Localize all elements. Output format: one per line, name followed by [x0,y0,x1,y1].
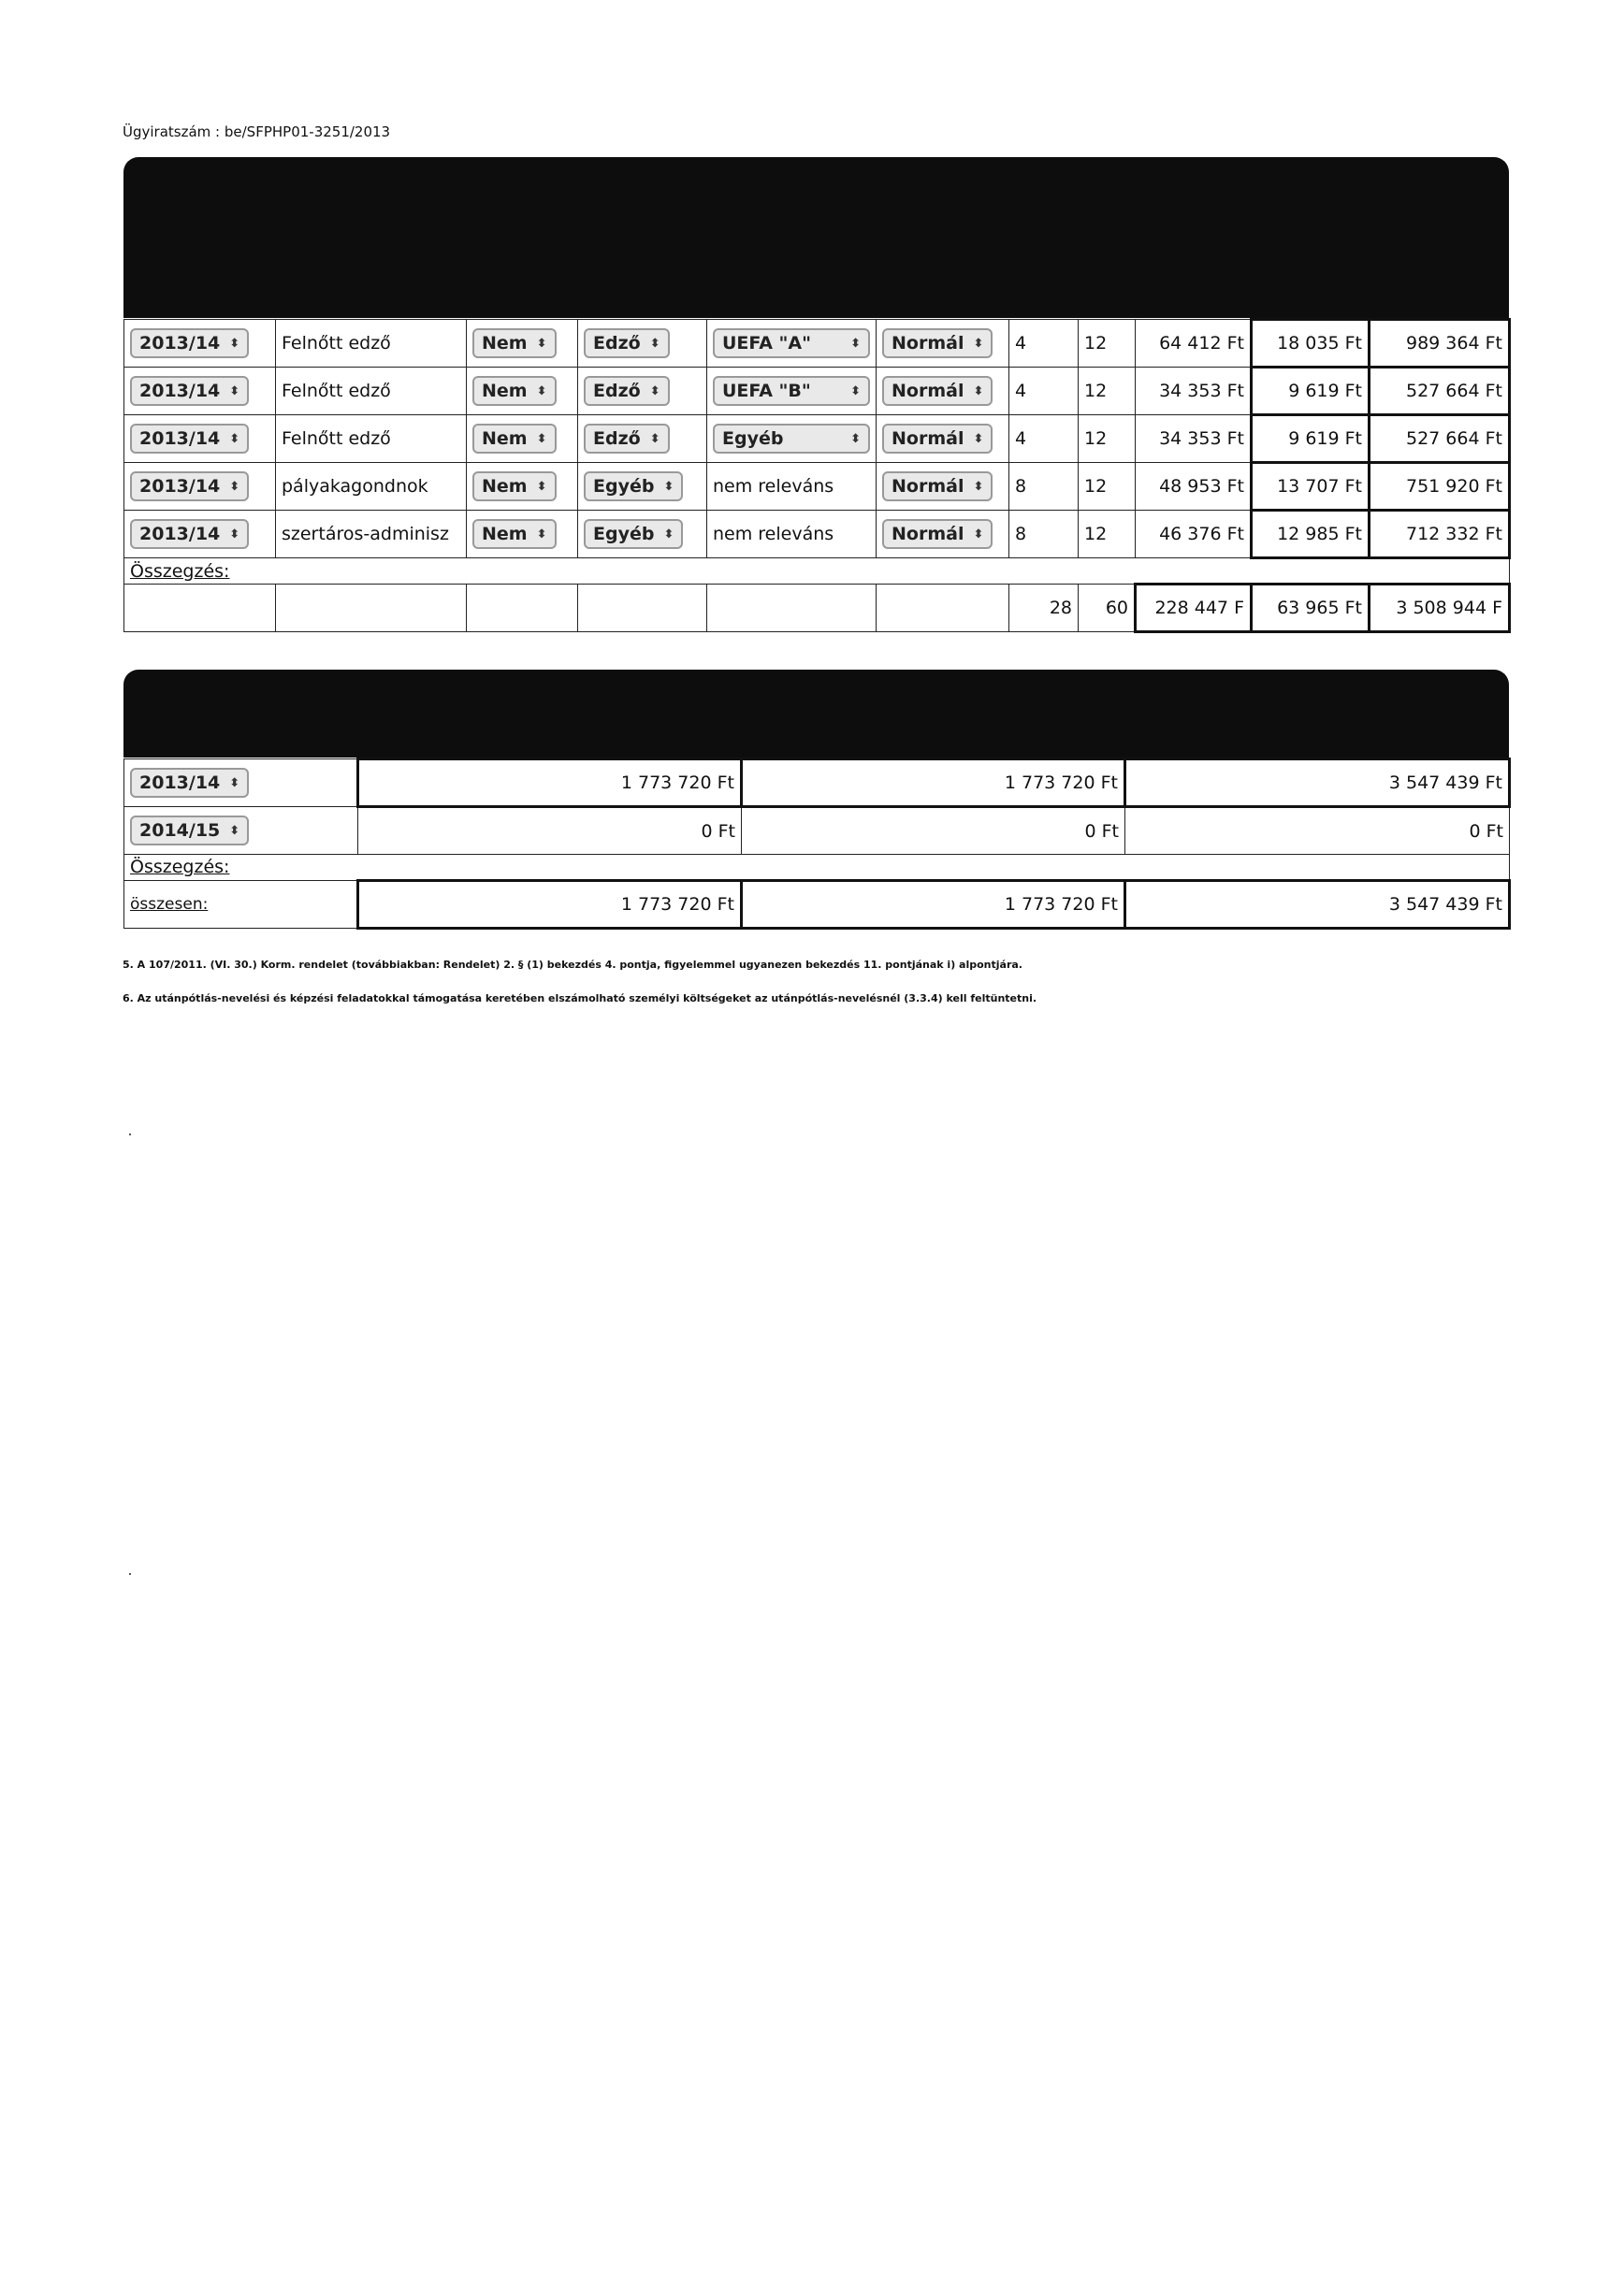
up-down-arrows-icon: ⬍ [663,527,674,542]
type-cell [877,415,1009,463]
season-select-value: 2013/14 [139,428,221,449]
category-select-value: Egyéb [593,476,655,497]
redacted-header [123,157,1509,318]
up-down-arrows-icon: ⬍ [973,431,984,446]
footnote-5: 5. A 107/2011. (VI. 30.) Korm. rendelet (továbbiakban: Rendelet) 2. § (1) bekezdés 4. pontja, figyelemmel ugyanezen bekezdés 11. pontjának i) alpontjára. [123,959,1022,971]
qualification-cell: nem releváns [707,463,877,511]
up-down-arrows-icon: ⬍ [850,383,861,398]
summary-row [124,585,1510,632]
season-cell [124,320,276,368]
type-cell [877,368,1009,415]
scan-speck [129,1134,131,1135]
type-select[interactable] [882,328,993,358]
up-down-arrows-icon: ⬍ [229,527,240,542]
role-cell: szertáros-adminisz [276,511,467,558]
months-cell: 12 [1079,320,1136,368]
col1-cell: 0 Ft [358,807,742,855]
category-cell [578,463,707,511]
flag-cell [467,320,578,368]
up-down-arrows-icon: ⬍ [536,336,547,351]
col3-cell: 0 Ft [1125,807,1510,855]
flag-cell [467,463,578,511]
season-select[interactable] [130,424,249,454]
season-select-value: 2014/15 [139,820,221,841]
season-cell [124,807,358,855]
summary-total: 3 508 944 F [1370,585,1510,632]
type-select[interactable] [882,424,993,454]
flag-select-value: Nem [482,333,528,354]
up-down-arrows-icon: ⬍ [229,775,240,790]
gross-cell: 48 953 Ft [1136,463,1252,511]
season-select[interactable] [130,471,249,501]
up-down-arrows-icon: ⬍ [973,336,984,351]
flag-select[interactable] [472,424,557,454]
gross-cell: 64 412 Ft [1136,320,1252,368]
contrib-cell: 9 619 Ft [1252,368,1370,415]
type-select-value: Normál [892,428,964,449]
season-select[interactable] [130,376,249,406]
season-totals-table [123,758,1511,930]
table-row [124,320,1510,368]
category-select[interactable] [584,376,670,406]
category-cell [578,368,707,415]
col1-cell: 1 773 720 Ft [358,759,742,807]
scan-speck [129,1573,131,1575]
up-down-arrows-icon: ⬍ [649,431,660,446]
total-row [124,881,1510,929]
hours-cell: 4 [1009,415,1079,463]
months-cell: 12 [1079,511,1136,558]
season-select-value: 2013/14 [139,524,221,544]
flag-cell [467,368,578,415]
summary-gross: 228 447 F [1136,585,1252,632]
qualification-select-value: UEFA "A" [722,333,812,354]
season-select[interactable] [130,519,249,549]
up-down-arrows-icon: ⬍ [229,823,240,838]
category-select-value: Egyéb [593,524,655,544]
category-select-value: Edző [593,333,641,354]
qualification-cell [707,415,877,463]
contrib-cell: 18 035 Ft [1252,320,1370,368]
up-down-arrows-icon: ⬍ [536,527,547,542]
summary-contrib: 63 965 Ft [1252,585,1370,632]
col2-cell: 1 773 720 Ft [742,759,1125,807]
season-select[interactable] [130,768,249,798]
season-select[interactable] [130,816,249,845]
type-cell [877,511,1009,558]
category-select[interactable] [584,424,670,454]
hours-cell: 8 [1009,463,1079,511]
case-number: Ügyiratszám : be/SFPHP01-3251/2013 [123,123,391,140]
total-col1: 1 773 720 Ft [358,881,742,929]
role-cell: Felnőtt edző [276,368,467,415]
summary-months: 60 [1079,585,1136,632]
hours-cell: 4 [1009,368,1079,415]
season-cell [124,415,276,463]
flag-select[interactable] [472,376,557,406]
qualification-select-value: Egyéb [722,428,784,449]
flag-select-value: Nem [482,476,528,497]
months-cell: 12 [1079,368,1136,415]
up-down-arrows-icon: ⬍ [973,479,984,494]
category-select[interactable] [584,519,683,549]
gross-cell: 46 376 Ft [1136,511,1252,558]
category-select[interactable] [584,328,670,358]
up-down-arrows-icon: ⬍ [649,383,660,398]
contrib-cell: 9 619 Ft [1252,415,1370,463]
gross-cell: 34 353 Ft [1136,368,1252,415]
season-select-value: 2013/14 [139,476,221,497]
type-select[interactable] [882,471,993,501]
qualification-select[interactable] [713,376,870,406]
up-down-arrows-icon: ⬍ [850,336,861,351]
total-col3: 3 547 439 Ft [1125,881,1510,929]
redacted-header [123,670,1509,758]
flag-select-value: Nem [482,524,528,544]
type-cell [877,320,1009,368]
qualification-cell [707,368,877,415]
contrib-cell: 13 707 Ft [1252,463,1370,511]
gross-cell: 34 353 Ft [1136,415,1252,463]
up-down-arrows-icon: ⬍ [229,336,240,351]
up-down-arrows-icon: ⬍ [536,479,547,494]
category-cell [578,320,707,368]
role-cell: Felnőtt edző [276,320,467,368]
role-cell: Felnőtt edző [276,415,467,463]
flag-select-value: Nem [482,381,528,401]
type-select-value: Normál [892,333,964,354]
qualification-cell [707,320,877,368]
season-cell [124,463,276,511]
staff-costs-panel [123,157,1509,655]
table-row [124,759,1510,807]
table-row [124,511,1510,558]
season-cell [124,759,358,807]
season-cell [124,368,276,415]
type-select-value: Normál [892,381,964,401]
season-select-value: 2013/14 [139,381,221,401]
table-row [124,463,1510,511]
role-cell: pályakagondnok [276,463,467,511]
hours-cell: 4 [1009,320,1079,368]
table-row [124,807,1510,855]
contrib-cell: 12 985 Ft [1252,511,1370,558]
table-row [124,368,1510,415]
season-select-value: 2013/14 [139,333,221,354]
total-cell: 712 332 Ft [1370,511,1510,558]
up-down-arrows-icon: ⬍ [229,479,240,494]
col2-cell: 0 Ft [742,807,1125,855]
type-select-value: Normál [892,524,964,544]
flag-select[interactable] [472,519,557,549]
total-col2: 1 773 720 Ft [742,881,1125,929]
season-cell [124,511,276,558]
total-cell: 527 664 Ft [1370,368,1510,415]
up-down-arrows-icon: ⬍ [973,527,984,542]
qualification-select[interactable] [713,424,870,454]
up-down-arrows-icon: ⬍ [663,479,674,494]
flag-select-value: Nem [482,428,528,449]
season-select-value: 2013/14 [139,773,221,793]
summary-label: Összegzés: [124,855,1510,881]
months-cell: 12 [1079,415,1136,463]
flag-cell [467,415,578,463]
up-down-arrows-icon: ⬍ [850,431,861,446]
qualification-select[interactable] [713,328,870,358]
category-cell [578,511,707,558]
staff-costs-table [123,318,1511,633]
up-down-arrows-icon: ⬍ [973,383,984,398]
season-totals-panel [123,670,1509,935]
total-cell: 751 920 Ft [1370,463,1510,511]
months-cell: 12 [1079,463,1136,511]
up-down-arrows-icon: ⬍ [229,431,240,446]
up-down-arrows-icon: ⬍ [536,431,547,446]
up-down-arrows-icon: ⬍ [649,336,660,351]
total-label: összesen: [124,881,358,929]
col3-cell: 3 547 439 Ft [1125,759,1510,807]
type-select[interactable] [882,519,993,549]
up-down-arrows-icon: ⬍ [229,383,240,398]
hours-cell: 8 [1009,511,1079,558]
up-down-arrows-icon: ⬍ [536,383,547,398]
category-select-value: Edző [593,381,641,401]
total-cell: 527 664 Ft [1370,415,1510,463]
category-select-value: Edző [593,428,641,449]
flag-select[interactable] [472,471,557,501]
summary-label: Összegzés: [124,558,1510,585]
category-select[interactable] [584,471,683,501]
table-row [124,415,1510,463]
flag-select[interactable] [472,328,557,358]
season-select[interactable] [130,328,249,358]
type-select-value: Normál [892,476,964,497]
total-cell: 989 364 Ft [1370,320,1510,368]
summary-hours: 28 [1009,585,1079,632]
qualification-cell: nem releváns [707,511,877,558]
type-select[interactable] [882,376,993,406]
qualification-select-value: UEFA "B" [722,381,811,401]
category-cell [578,415,707,463]
footnote-6: 6. Az utánpótlás-nevelési és képzési feladatokkal támogatása keretében elszámolható személyi költségeket az utánpótlás-nevelésnél (3.3.4) kell feltüntetni. [123,992,1037,1004]
flag-cell [467,511,578,558]
type-cell [877,463,1009,511]
